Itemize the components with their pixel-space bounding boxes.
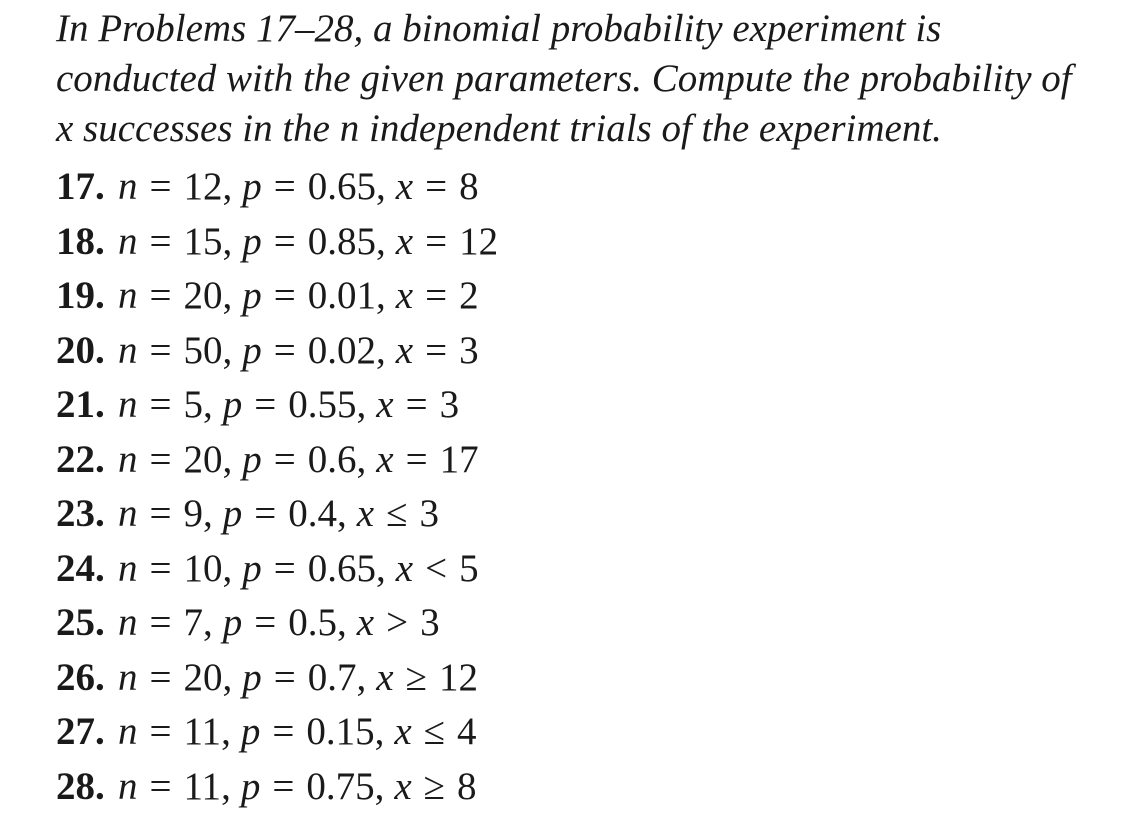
n-symbol: n [118, 492, 138, 535]
x-value: 5 [459, 546, 479, 590]
x-value: 12 [459, 219, 499, 263]
problem-number: 17. [56, 165, 105, 208]
relation-sign: < [425, 546, 448, 590]
equals-sign: = [273, 274, 296, 317]
problem-item [56, 705, 1126, 760]
p-value: 0.55 [288, 383, 357, 426]
problem-number: 19. [56, 274, 105, 317]
comma: , [376, 546, 386, 590]
problem-item [56, 542, 1126, 597]
equals-sign: = [149, 764, 172, 808]
comma: , [221, 710, 231, 753]
x-value: 12 [438, 655, 478, 699]
x-symbol: x [356, 492, 375, 535]
comma: , [356, 437, 367, 481]
p-symbol: p [222, 383, 243, 426]
equals-sign: = [149, 383, 172, 426]
instruction-line: conducted with the given parameters. Compute the probability of [56, 57, 1072, 100]
x-symbol: x [356, 601, 375, 644]
n-symbol: n [118, 328, 138, 372]
problem-item [56, 760, 1126, 815]
x-symbol: x [376, 655, 394, 699]
equals-sign: = [149, 710, 172, 753]
equals-sign: = [272, 764, 295, 808]
x-value: 4 [457, 710, 477, 753]
equals-sign: = [254, 601, 277, 644]
comma: , [222, 546, 233, 590]
x-value: 3 [439, 383, 460, 426]
equals-sign: = [149, 328, 172, 372]
comma: , [222, 655, 233, 699]
problem-item [56, 378, 1126, 433]
relation-sign: = [425, 328, 448, 372]
p-value: 0.7 [307, 655, 357, 699]
equals-sign: = [254, 492, 277, 535]
x-symbol: x [395, 274, 414, 317]
n-symbol: n [118, 165, 138, 208]
problem-item [56, 324, 1126, 379]
relation-sign: = [425, 274, 448, 317]
n-value: 10 [183, 546, 223, 590]
comma: , [222, 165, 233, 208]
relation-sign: ≤ [423, 710, 446, 753]
problem-item [56, 269, 1126, 324]
x-symbol: x [395, 546, 414, 590]
comma: , [356, 655, 367, 699]
p-value: 0.15 [306, 710, 375, 753]
equals-sign: = [149, 655, 172, 699]
equals-sign: = [149, 437, 172, 481]
p-value: 0.5 [288, 601, 337, 644]
n-value: 11 [183, 764, 222, 808]
comma: , [376, 274, 386, 317]
problem-number: 23. [56, 492, 105, 535]
p-symbol: p [222, 492, 243, 535]
equals-sign: = [273, 165, 296, 208]
n-symbol: n [118, 437, 138, 481]
x-value: 2 [459, 274, 479, 317]
relation-sign: ≥ [405, 655, 427, 699]
instruction-line: x successes in the n independent trials of the experiment. [56, 107, 942, 150]
x-value: 3 [420, 601, 440, 644]
p-symbol: p [242, 274, 262, 317]
x-symbol: x [395, 219, 414, 263]
n-value: 50 [183, 328, 223, 372]
equals-sign: = [273, 546, 296, 590]
problem-item [56, 487, 1126, 542]
problem-list [56, 160, 1126, 814]
relation-sign: = [405, 383, 428, 426]
comma: , [337, 601, 347, 644]
n-symbol: n [118, 383, 138, 426]
problem-number: 25. [56, 601, 105, 644]
n-symbol: n [118, 219, 138, 263]
problem-number: 22. [56, 437, 105, 481]
p-value: 0.6 [307, 437, 357, 481]
n-symbol: n [118, 546, 138, 590]
relation-sign: ≥ [423, 764, 446, 808]
p-value: 0.75 [306, 764, 375, 808]
p-symbol: p [240, 764, 261, 808]
n-value: 7 [183, 601, 203, 644]
p-symbol: p [242, 219, 262, 263]
equals-sign: = [254, 383, 277, 426]
n-value: 15 [183, 219, 223, 263]
instruction-line: In Problems 17–28, a binomial probability experiment is [56, 7, 942, 50]
comma: , [222, 328, 233, 372]
x-value: 17 [439, 437, 479, 481]
problem-item [56, 215, 1126, 270]
relation-sign: > [386, 601, 409, 644]
equals-sign: = [149, 492, 172, 535]
x-value: 8 [457, 764, 477, 808]
n-value: 11 [183, 710, 222, 753]
problem-number: 26. [56, 655, 105, 699]
p-value: 0.02 [307, 328, 376, 372]
n-value: 20 [183, 274, 223, 317]
problem-number: 28. [56, 764, 105, 808]
n-symbol: n [118, 655, 138, 699]
p-value: 0.4 [288, 492, 337, 535]
comma: , [222, 219, 233, 263]
p-symbol: p [242, 437, 262, 481]
comma: , [203, 383, 213, 426]
equals-sign: = [273, 655, 296, 699]
problem-item [56, 433, 1126, 488]
comma: , [376, 328, 386, 372]
n-value: 12 [183, 165, 223, 208]
x-symbol: x [394, 764, 412, 808]
equals-sign: = [273, 328, 296, 372]
x-symbol: x [395, 165, 414, 208]
equals-sign: = [149, 601, 172, 644]
problem-item [56, 596, 1126, 651]
comma: , [222, 437, 233, 481]
comma: , [203, 492, 213, 535]
relation-sign: = [405, 437, 428, 481]
comma: , [337, 492, 347, 535]
n-symbol: n [118, 710, 138, 753]
problem-number: 18. [56, 219, 105, 263]
n-value: 5 [183, 383, 203, 426]
equals-sign: = [149, 219, 172, 263]
p-value: 0.85 [307, 219, 376, 263]
x-value: 3 [459, 328, 479, 372]
problem-item [56, 160, 1126, 215]
comma: , [374, 710, 385, 753]
problem-number: 20. [56, 328, 105, 372]
comma: , [376, 219, 386, 263]
x-symbol: x [394, 710, 412, 753]
equals-sign: = [273, 437, 296, 481]
p-symbol: p [242, 655, 262, 699]
p-value: 0.01 [307, 274, 376, 317]
textbook-page [56, 4, 1126, 814]
x-symbol: x [376, 437, 394, 481]
p-value: 0.65 [307, 165, 376, 208]
n-symbol: n [118, 601, 138, 644]
n-value: 9 [183, 492, 203, 535]
p-symbol: p [242, 546, 262, 590]
comma: , [374, 764, 385, 808]
problem-number: 21. [56, 383, 105, 426]
x-symbol: x [376, 383, 394, 426]
relation-sign: ≤ [386, 492, 408, 535]
x-value: 8 [459, 165, 479, 208]
equals-sign: = [272, 710, 295, 753]
problem-number: 27. [56, 710, 105, 753]
equals-sign: = [149, 546, 172, 590]
comma: , [356, 383, 367, 426]
p-symbol: p [242, 328, 262, 372]
p-value: 0.65 [307, 546, 376, 590]
problem-item [56, 651, 1126, 706]
problem-instructions [56, 4, 1126, 154]
comma: , [203, 601, 213, 644]
n-symbol: n [118, 274, 138, 317]
p-symbol: p [222, 601, 243, 644]
n-value: 20 [183, 437, 223, 481]
p-symbol: p [240, 710, 261, 753]
p-symbol: p [242, 165, 262, 208]
comma: , [222, 274, 233, 317]
relation-sign: = [425, 165, 448, 208]
equals-sign: = [149, 165, 172, 208]
n-symbol: n [118, 764, 138, 808]
x-symbol: x [395, 328, 414, 372]
n-value: 20 [183, 655, 223, 699]
problem-number: 24. [56, 546, 105, 590]
comma: , [221, 764, 231, 808]
equals-sign: = [149, 274, 172, 317]
comma: , [376, 165, 386, 208]
equals-sign: = [273, 219, 296, 263]
x-value: 3 [419, 492, 439, 535]
relation-sign: = [425, 219, 448, 263]
